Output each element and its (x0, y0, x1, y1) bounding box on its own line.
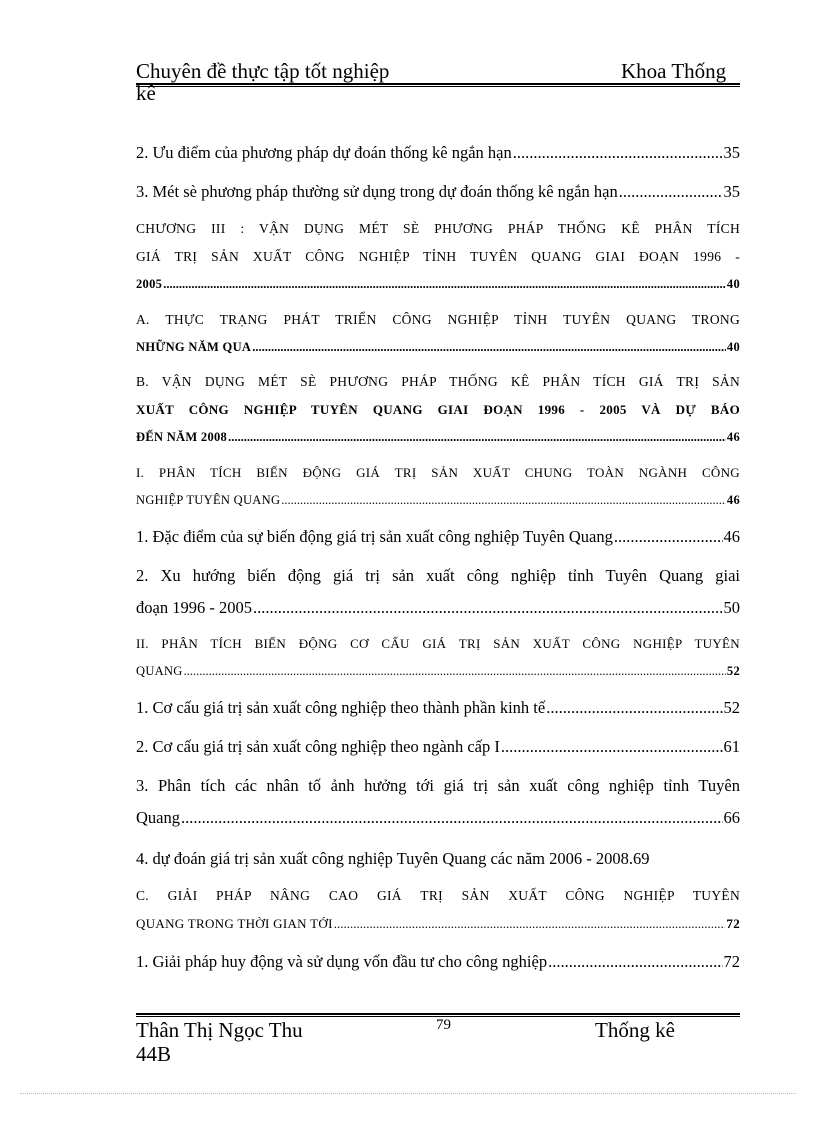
page-edge-dotted-line (20, 1093, 796, 1094)
header-department-continuation: kê (136, 81, 156, 105)
footer-author: Thân Thị Ngọc Thu (136, 1018, 303, 1042)
page-number: 79 (436, 1017, 451, 1033)
toc-entry: 1. Giải pháp huy động và sử dụng vốn đầu tư cho công nghiệp ..... 72 (136, 952, 740, 972)
header-rule-second (136, 86, 740, 87)
toc-entry: A. THỰC TRẠNG PHÁT TRIỂN CÔNG NGHIỆP TỈNH TUYÊN QUANG TRONG NHỮNG NĂM QUA ..... 40 (136, 312, 740, 355)
toc-entry: 2. Cơ cấu giá trị sản xuất công nghiệp theo ngành cấp I ..... 61 (136, 737, 740, 757)
toc-entry: 2. Xu hướng biến động giá trị sản xuất công nghiệp tỉnh Tuyên Quang giai đoạn 1996 - 2005 ..... 50 (136, 566, 740, 618)
footer-class: 44B (136, 1042, 172, 1066)
toc-entry: 2. Ưu điểm của phương pháp dự đoán thống kê ngắn hạn ..... 35 (136, 143, 740, 163)
footer-major: Thống kê (595, 1018, 675, 1042)
toc-entry: 4. dự đoán giá trị sản xuất công nghiệp Tuyên Quang các năm 2006 - 2008 . 69 (136, 849, 650, 868)
header-rule-thin (136, 83, 740, 85)
toc-entry: 3. Mét sè phương pháp thường sử dụng trong dự đoán thống kê ngắn hạn ..... 35 (136, 182, 740, 202)
toc-entry: 1. Đặc điểm của sự biến động giá trị sản xuất công nghiệp Tuyên Quang ..... 46 (136, 527, 740, 547)
toc-entry: I. PHÂN TÍCH BIẾN ĐỘNG GIÁ TRỊ SẢN XUẤT CHUNG TOÀN NGÀNH CÔNG NGHIỆP TUYÊN QUANG ..... 46 (136, 465, 740, 508)
toc-entry: 1. Cơ cấu giá trị sản xuất công nghiệp theo thành phần kinh tế ..... 52 (136, 698, 740, 718)
header-title: Chuyên đề thực tập tốt nghiệp (136, 59, 390, 83)
toc-entry: C. GIẢI PHÁP NÂNG CAO GIÁ TRỊ SẢN XUẤT CÔNG NGHIỆP TUYÊN QUANG TRONG THỜI GIAN TỚI ..... 72 (136, 888, 740, 932)
toc-entry: CHƯƠNG III : VẬN DỤNG MÉT SÈ PHƯƠNG PHÁP THỐNG KÊ PHÂN TÍCH GIÁ TRỊ SẢN XUẤT CÔNG NGHIỆP TỈNH TUYÊN QUANG GIAI ĐOẠN 1996 - 2005 ..... 40 (136, 221, 740, 292)
header-department: Khoa Thống (621, 59, 727, 83)
toc-entry: II. PHÂN TÍCH BIẾN ĐỘNG CƠ CẤU GIÁ TRỊ SẢN XUẤT CÔNG NGHIỆP TUYÊN QUANG ..... 52 (136, 636, 740, 679)
toc-entry: B. VẬN DỤNG MÉT SÈ PHƯƠNG PHÁP THỐNG KÊ PHÂN TÍCH GIÁ TRỊ SẢN XUẤT CÔNG NGHIỆP TUYÊN QUANG GIAI ĐOẠN 1996 - 2005 VÀ DỰ BÁO ĐẾN NĂM 2008 ..... 46 (136, 374, 740, 445)
toc-entry: 3. Phân tích các nhân tố ảnh hưởng tới giá trị sản xuất công nghiệp tỉnh Tuyên Quang ..... 66 (136, 776, 740, 828)
footer-rule-top (136, 1013, 740, 1015)
